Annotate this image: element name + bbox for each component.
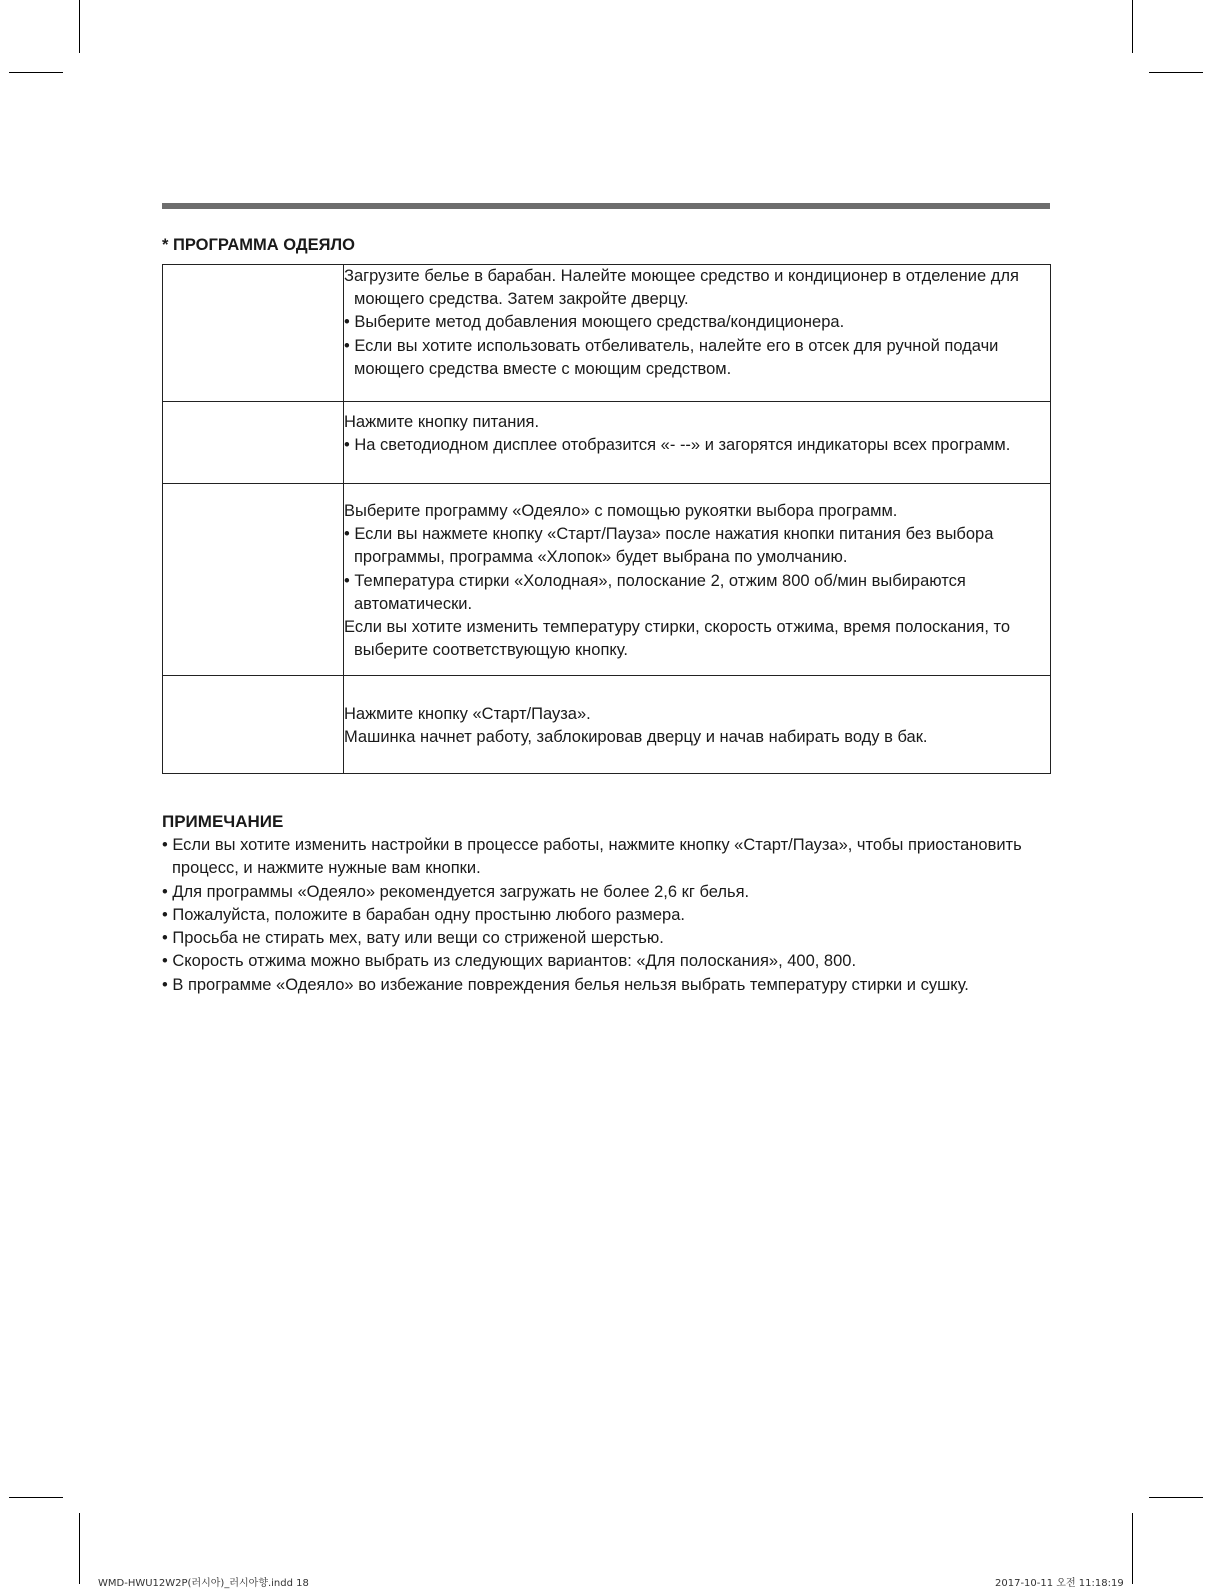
crop-mark: [1132, 1513, 1133, 1584]
step-text: Нажмите кнопку «Старт/Пауза».: [344, 705, 591, 723]
step-label-cell: [163, 676, 344, 774]
step-text: Выберите программу «Одеяло» с помощью рукоятки выбора программ.: [344, 502, 898, 520]
list-item: • Для программы «Одеяло» рекомендуется загружать не более 2,6 кг белья.: [162, 882, 750, 901]
crop-mark: [79, 1513, 80, 1584]
step-label-cell: [163, 265, 344, 402]
note-list: [162, 834, 1042, 997]
step-text: Если вы хотите изменить температуру стирки, скорость отжима, время полоскания, то выберите соответствующую кнопку.: [344, 618, 1011, 660]
step-label-cell: [163, 402, 344, 484]
footer-timestamp: 2017-10-11 오전 11:18:19: [995, 1578, 1124, 1589]
step-content-cell: [344, 265, 1051, 402]
footer-filename: WMD-HWU12W2P(러시아)_러시아향.indd 18: [98, 1578, 309, 1589]
table-row: [163, 402, 1051, 484]
crop-mark: [9, 72, 63, 73]
table-row: [163, 484, 1051, 676]
step-label-cell: [163, 484, 344, 676]
crop-mark: [1149, 72, 1203, 73]
step-text: Машинка начнет работу, заблокировав дверцу и начав набирать воду в бак.: [344, 728, 928, 747]
list-item: • Если вы хотите изменить настройки в процессе работы, нажмите кнопку «Старт/Пауза», чтобы приостановить процесс, и нажмите нужные вам кнопки.: [162, 836, 1022, 878]
crop-mark: [9, 1497, 63, 1498]
table-row: [163, 265, 1051, 402]
note-title: ПРИМЕЧАНИЕ: [162, 812, 284, 831]
header-rule: [162, 203, 1050, 209]
step-text: • Температура стирки «Холодная», полоскание 2, отжим 800 об/мин выбираются автоматически.: [344, 571, 966, 613]
step-content-cell: [344, 676, 1051, 774]
section-title: * ПРОГРАММА ОДЕЯЛО: [162, 236, 355, 254]
list-item: • Просьба не стирать мех, вату или вещи со стриженой шерстью.: [162, 929, 664, 948]
step-text: Нажмите кнопку питания.: [344, 413, 540, 431]
step-text: • На светодиодном дисплее отобразится «- --» и загорятся индикаторы всех программ.: [344, 436, 1011, 455]
step-content-cell: [344, 402, 1051, 484]
step-text: Загрузите белье в барабан. Налейте моющее средство и кондиционер в отделение для моющего средства. Затем закройте дверцу.: [344, 267, 1019, 309]
table-row: [163, 676, 1051, 774]
crop-mark: [1149, 1497, 1203, 1498]
list-item: • Пожалуйста, положите в барабан одну простыню любого размера.: [162, 905, 685, 924]
steps-table: [162, 264, 1051, 774]
list-item: • Скорость отжима можно выбрать из следующих вариантов: «Для полоскания», 400, 800.: [162, 952, 857, 971]
crop-mark: [79, 0, 80, 53]
step-content-cell: [344, 484, 1051, 676]
crop-mark: [1132, 0, 1133, 53]
list-item: • В программе «Одеяло» во избежание повреждения белья нельзя выбрать температуру стирки и сушку.: [162, 975, 969, 994]
step-text: • Если вы хотите использовать отбеливатель, налейте его в отсек для ручной подачи моющего средства вместе с моющим средством.: [344, 336, 999, 378]
step-text: • Если вы нажмете кнопку «Старт/Пауза» после нажатия кнопки питания без выбора программы, программа «Хлопок» будет выбрана по умолчанию.: [344, 525, 994, 567]
step-text: • Выберите метод добавления моющего средства/кондиционера.: [344, 313, 845, 332]
